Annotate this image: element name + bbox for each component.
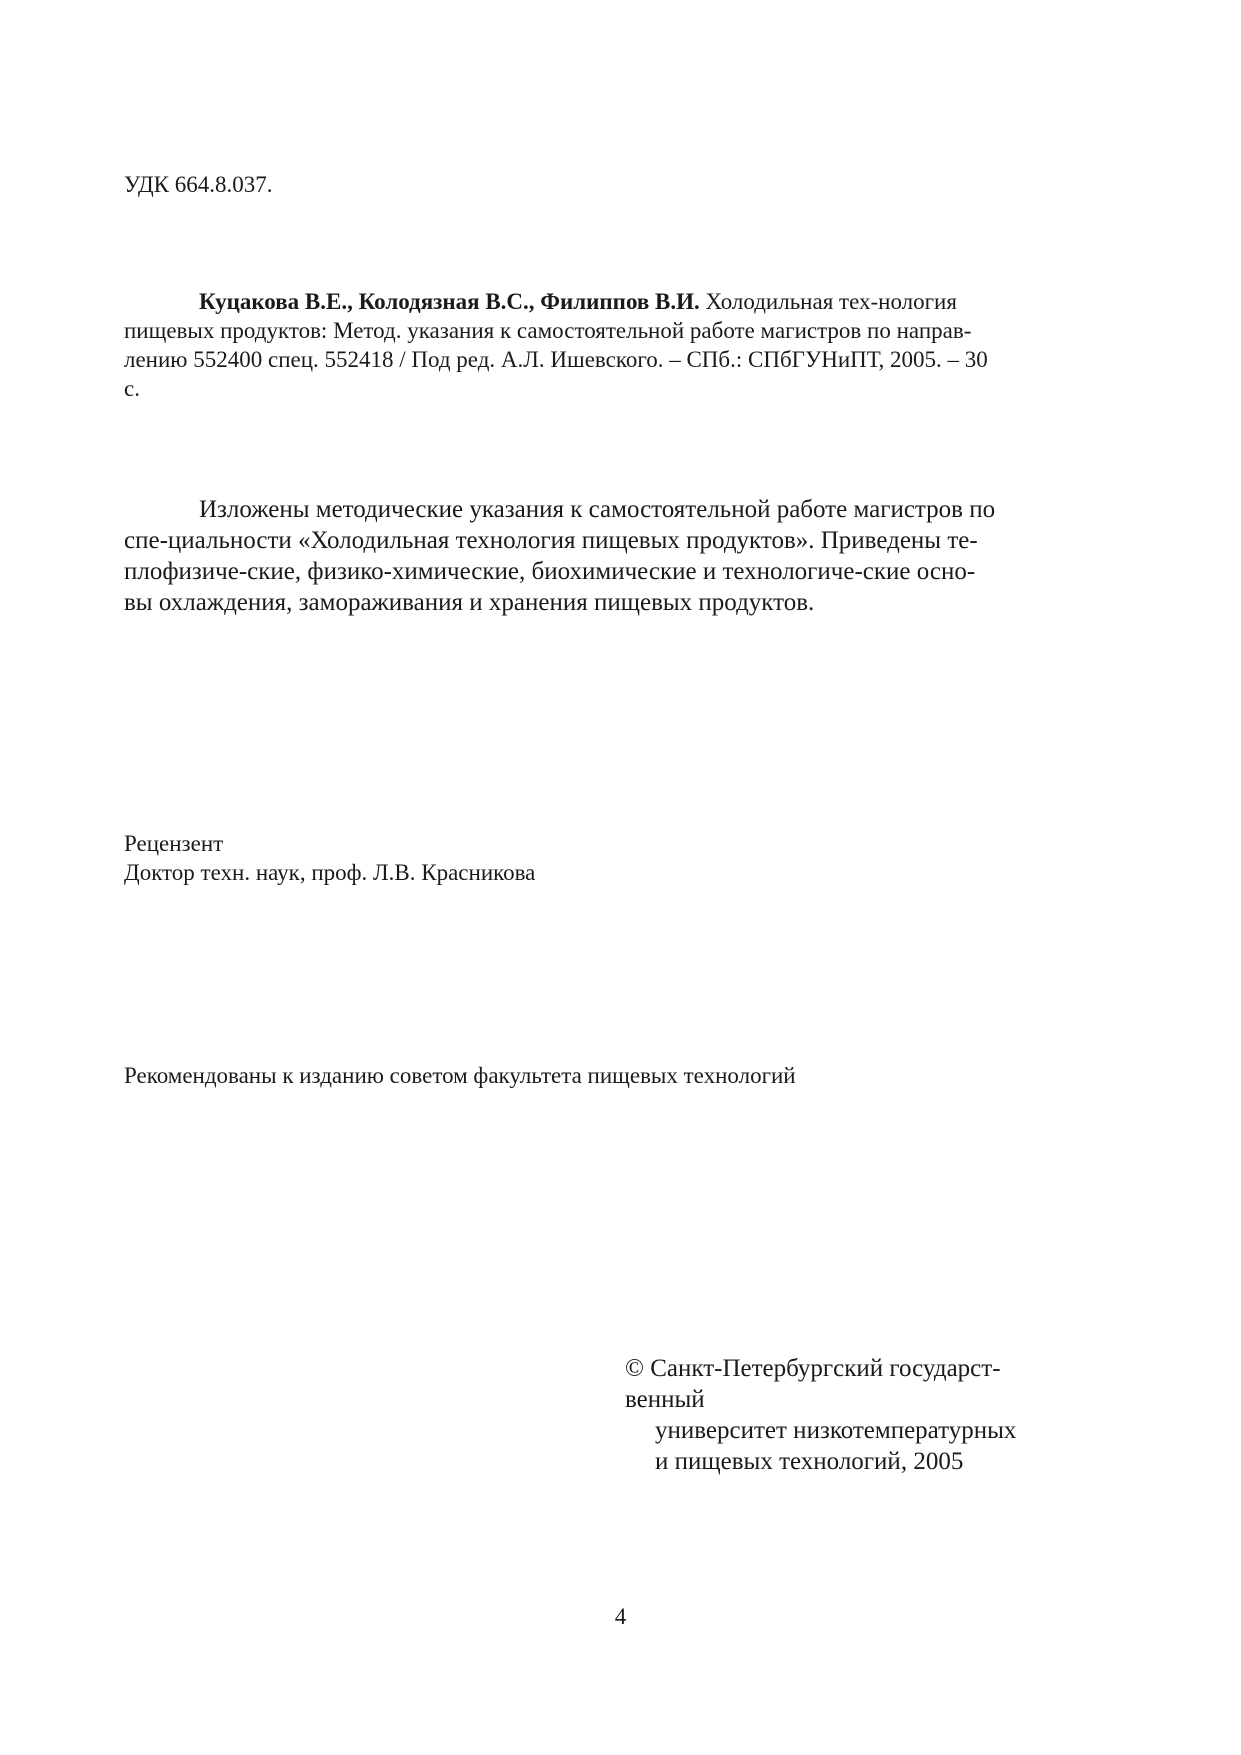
citation-authors: Куцакова В.Е., Колодязная В.С., Филиппов В.И. bbox=[199, 289, 700, 314]
publication-recommendation: Рекомендованы к изданию советом факультета пищевых технологий bbox=[124, 1063, 796, 1088]
reviewer-label: Рецензент bbox=[124, 831, 224, 856]
abstract-line: вы охлаждения, замораживания и хранения пищевых продуктов. bbox=[124, 589, 815, 616]
page-number: 4 bbox=[614, 1604, 627, 1629]
citation-line-3: лению 552400 спец. 552418 / Под ред. А.Л. Ишевского. – СПб.: СПбГУНиПТ, 2005. – 30 bbox=[124, 347, 988, 372]
copyright-line-3: университет низкотемпературных bbox=[655, 1417, 1017, 1444]
abstract-line: спе-циальности «Холодильная технология пищевых продуктов». Приведены те- bbox=[124, 527, 978, 554]
bibliographic-citation bbox=[124, 287, 1054, 403]
reviewer-name: Доктор техн. наук, проф. Л.В. Красникова bbox=[124, 860, 536, 885]
copyright-line-1: © Санкт-Петербургский государст- bbox=[625, 1355, 1001, 1382]
copyright-line-4: и пищевых технологий, 2005 bbox=[655, 1448, 964, 1475]
abstract-line: плофизиче-ские, физико-химические, биохимические и технологиче-ские осно- bbox=[124, 558, 976, 585]
reviewer-block bbox=[124, 829, 535, 887]
udk-code: УДК 664.8.037. bbox=[124, 172, 273, 197]
citation-title-start: Холодильная тех-нология bbox=[699, 289, 957, 314]
citation-line-4: с. bbox=[124, 376, 140, 401]
abstract-line: Изложены методические указания к самостоятельной работе магистров по bbox=[199, 496, 996, 523]
abstract-paragraph bbox=[124, 494, 1084, 618]
copyright-notice bbox=[625, 1353, 1016, 1477]
citation-line-2: пищевых продуктов: Метод. указания к самостоятельной работе магистров по направ- bbox=[124, 318, 972, 343]
citation-line-1 bbox=[124, 287, 1054, 316]
copyright-line-2: венный bbox=[625, 1386, 705, 1413]
